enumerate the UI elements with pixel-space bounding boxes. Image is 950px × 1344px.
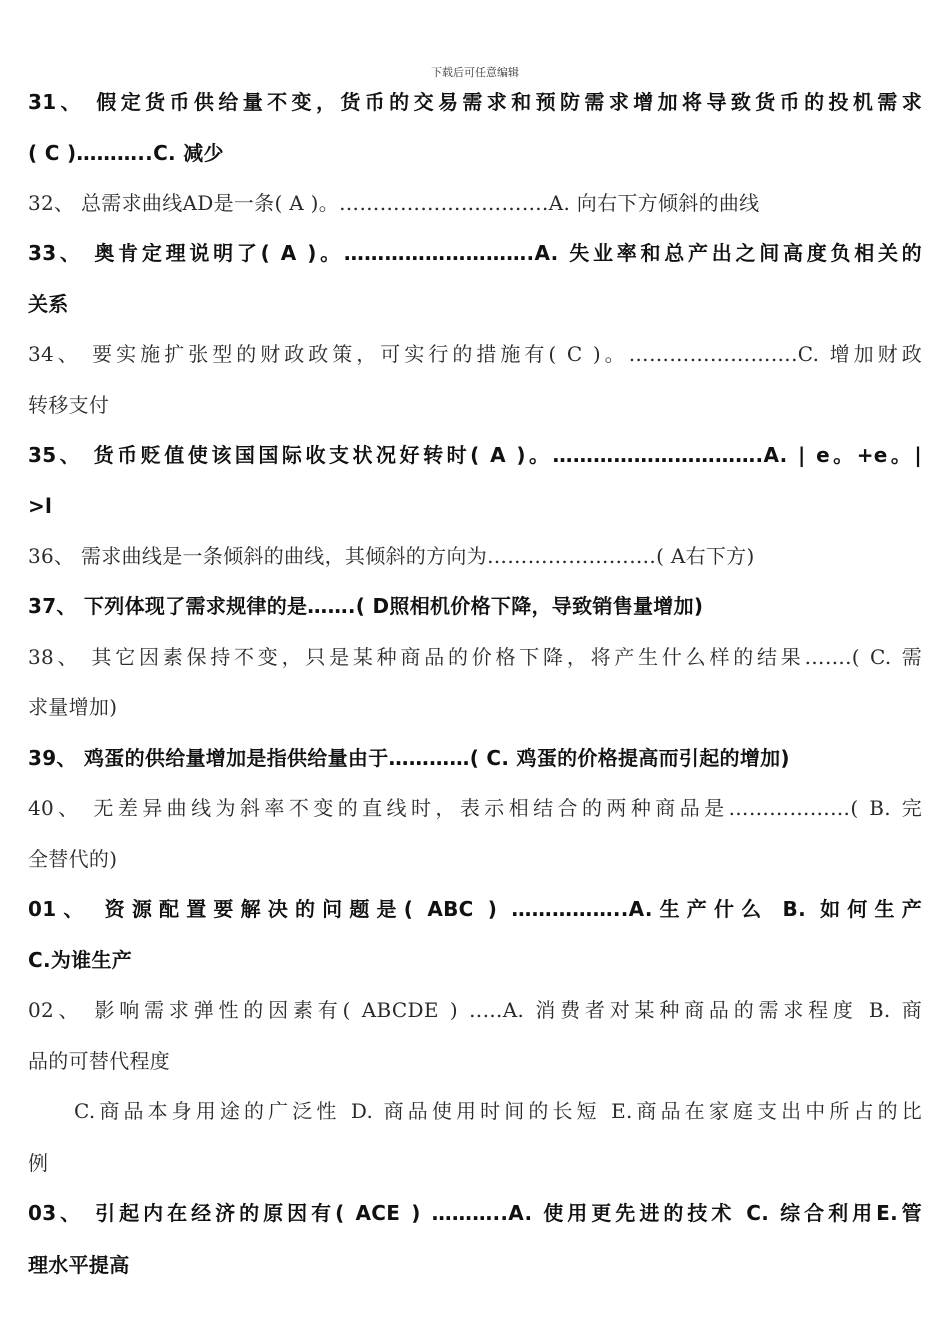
question-01-line-2: C.为谁生产	[28, 948, 133, 972]
question-33-line-2: 关系	[28, 292, 69, 316]
question-36-line-1: 36、 需求曲线是一条倾斜的曲线，其倾斜的方向为…………………….( A右下方)	[28, 544, 755, 568]
question-31-line-1: 31、 假定货币供给量不变，货币的交易需求和预防需求增加将导致货币的投机需求	[28, 90, 922, 114]
question-03-line-1: 03、 引起内在经济的原因有( ACE ) ………..A. 使用更先进的技术 C. 综合利用E.管	[28, 1201, 922, 1225]
question-02-line-3: C.商品本身用途的广泛性 D. 商品使用时间的长短 E.商品在家庭支出中所占的比	[74, 1099, 922, 1123]
question-35-line-1: 35、 货币贬值使该国国际收支状况好转时( A )。………………………….A. | e。+e。|	[28, 443, 922, 467]
question-02-line-2: 品的可替代程度	[28, 1049, 171, 1073]
question-34-line-2: 转移支付	[28, 393, 110, 417]
question-03-line-2: 理水平提高	[28, 1253, 130, 1277]
page-header: 下载后可任意编辑	[431, 66, 519, 79]
question-32-line-1: 32、 总需求曲线AD是一条( A )。………………………….A. 向右下方倾斜的曲线	[28, 191, 760, 215]
question-38-line-1: 38、 其它因素保持不变，只是某种商品的价格下降，将产生什么样的结果…….( C. 需	[28, 645, 922, 669]
question-31-line-2: ( C )………..C. 减少	[28, 141, 224, 165]
question-33-line-1: 33、 奥肯定理说明了( A )。……………………….A. 失业率和总产出之间高度负相关的	[28, 241, 922, 265]
question-39-line-1: 39、 鸡蛋的供给量增加是指供给量由于…………( C. 鸡蛋的价格提高而引起的增加)	[28, 746, 790, 770]
question-37-line-1: 37、 下列体现了需求规律的是…….( D照相机价格下降，导致销售量增加)	[28, 594, 704, 618]
question-34-line-1: 34、 要实施扩张型的财政政策，可实行的措施有( C )。…………………….C. 增加财政	[28, 342, 922, 366]
question-40-line-1: 40、 无差异曲线为斜率不变的直线时，表示相结合的两种商品是………………( B. 完	[28, 796, 922, 820]
question-01-line-1: 01、 资源配置要解决的问题是( ABC ) ……………..A.生产什么 B. 如何生产	[28, 897, 922, 921]
question-38-line-2: 求量增加)	[28, 695, 118, 719]
question-02-line-4: 例	[28, 1151, 49, 1175]
question-40-line-2: 全替代的)	[28, 847, 118, 871]
question-35-line-2: >l	[28, 494, 53, 518]
question-02-line-1: 02、 影响需求弹性的因素有( ABCDE ) ..…A. 消费者对某种商品的需求程度 B. 商	[28, 998, 922, 1022]
